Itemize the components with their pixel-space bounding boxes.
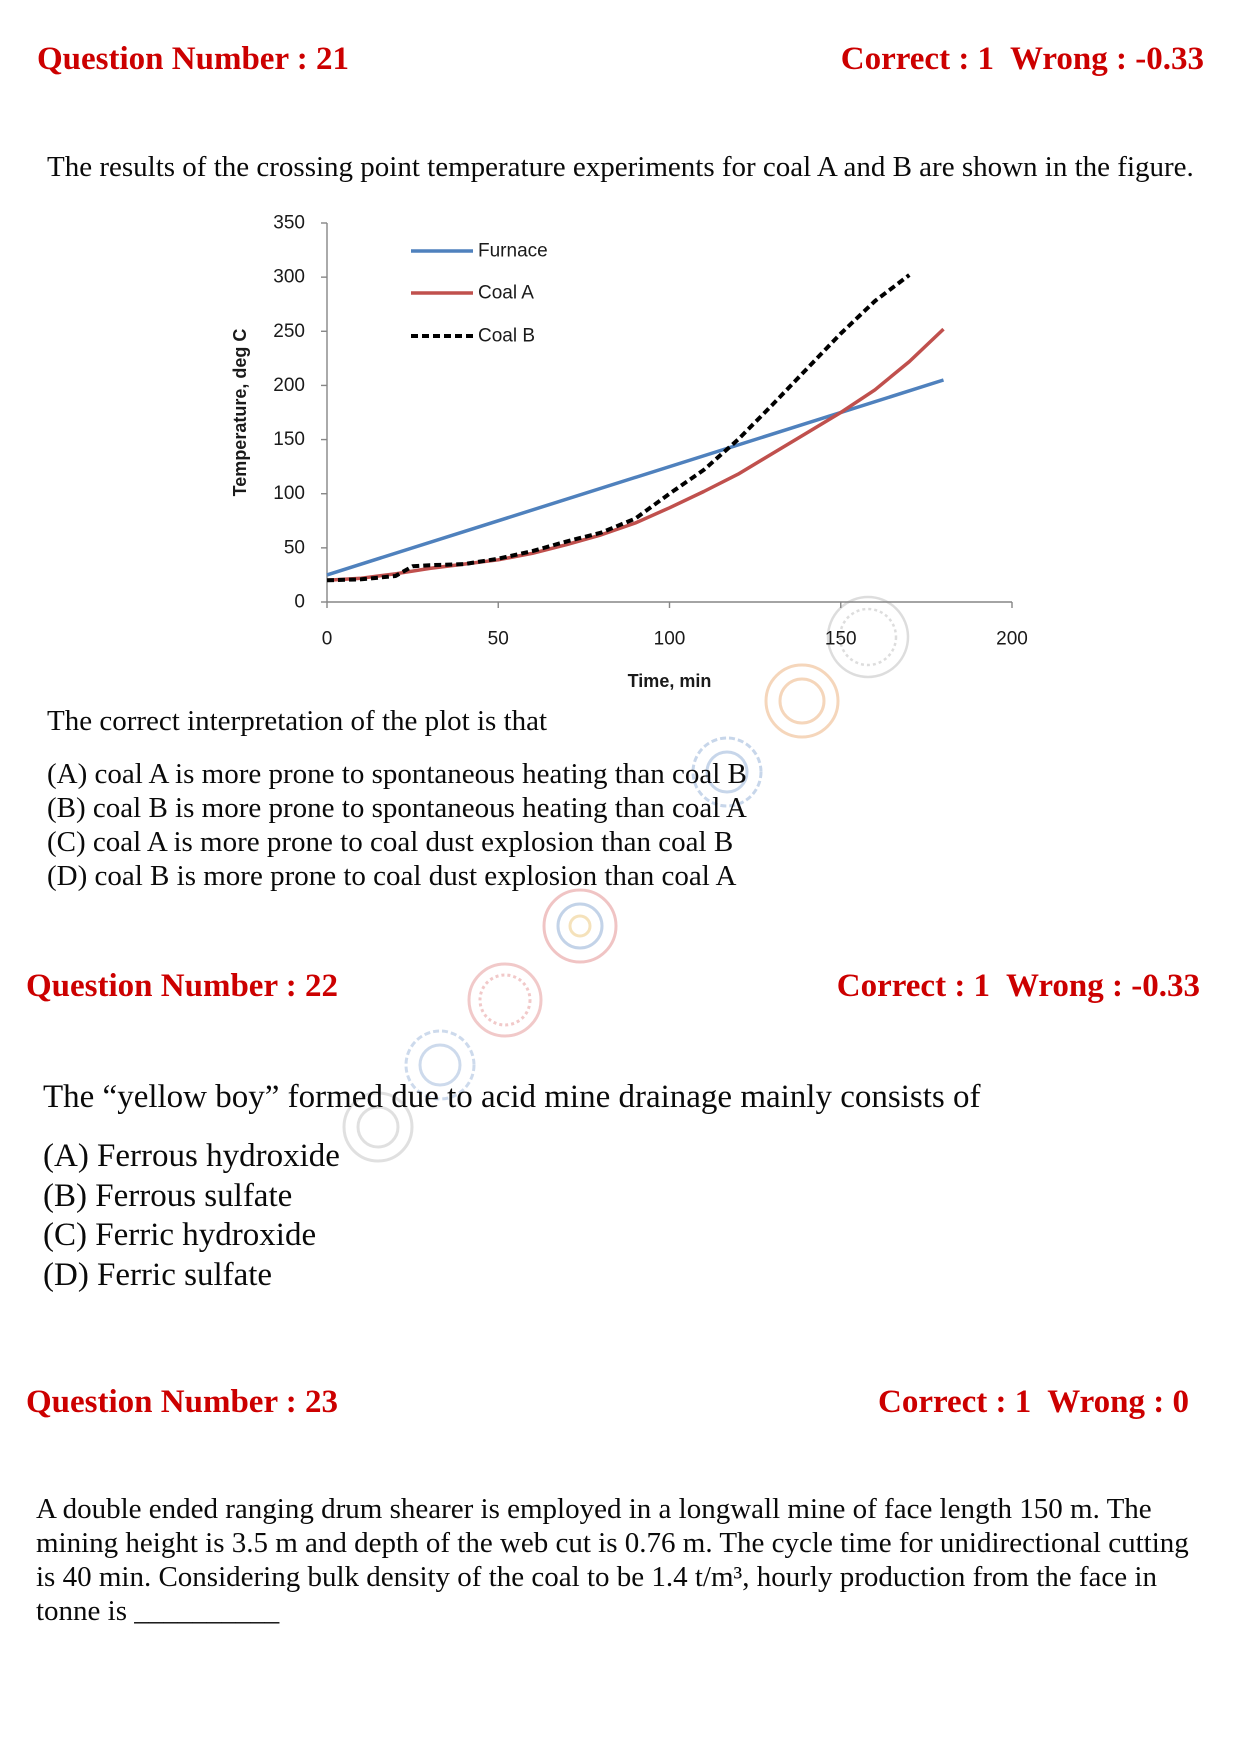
option-d[interactable]: (D) coal B is more prone to coal dust explosion than coal A bbox=[47, 860, 737, 892]
y-tick-label: 300 bbox=[273, 266, 305, 288]
question-stem-22: The “yellow boy” formed due to acid mine drainage mainly consists of bbox=[43, 1079, 981, 1115]
stem-line: mining height is 3.5 m and depth of the web cut is 0.76 m. The cycle time for unidirectional cutting bbox=[36, 1527, 1189, 1559]
question-prompt-21: The correct interpretation of the plot is that bbox=[47, 705, 548, 737]
y-tick-label: 100 bbox=[273, 483, 305, 505]
y-tick-label: 200 bbox=[273, 374, 305, 396]
series-line-coal-b bbox=[327, 275, 909, 580]
watermark-seal bbox=[544, 890, 616, 962]
marks-label-23: Correct : 1 Wrong : 0 bbox=[877, 1384, 1189, 1420]
y-tick-label: 0 bbox=[294, 591, 305, 613]
watermark-seal bbox=[469, 964, 541, 1036]
question-number-23: Question Number : 23 bbox=[26, 1384, 338, 1420]
option-d[interactable]: (D) Ferric sulfate bbox=[43, 1257, 273, 1294]
option-a[interactable]: (A) Ferrous hydroxide bbox=[43, 1138, 340, 1174]
option-c[interactable]: (C) coal A is more prone to coal dust explosion than coal B bbox=[47, 826, 734, 858]
question-stem-23 bbox=[36, 1492, 1189, 1628]
legend-label-coal-a: Coal A bbox=[478, 282, 534, 304]
y-tick-label: 250 bbox=[273, 320, 305, 342]
y-tick-label: 50 bbox=[283, 537, 305, 559]
options-list-22 bbox=[43, 1137, 340, 1296]
legend-label-furnace: Furnace bbox=[478, 240, 548, 262]
x-tick-label: 200 bbox=[996, 628, 1028, 650]
x-tick-label: 0 bbox=[321, 628, 333, 650]
option-a[interactable]: (A) coal A is more prone to spontaneous heating than coal B bbox=[47, 758, 747, 790]
y-tick-label: 350 bbox=[273, 212, 305, 234]
series-line-furnace bbox=[327, 380, 944, 575]
options-list-21 bbox=[47, 757, 747, 893]
question-number-22: Question Number : 22 bbox=[26, 968, 338, 1004]
option-b[interactable]: (B) coal B is more prone to spontaneous heating than coal A bbox=[47, 792, 747, 824]
series-line-coal-a bbox=[327, 329, 944, 580]
answer-blank-line[interactable]: tonne is __________ bbox=[36, 1595, 280, 1627]
option-c[interactable]: (C) Ferric hydroxide bbox=[43, 1217, 317, 1254]
question-stem-21: The results of the crossing point temperature experiments for coal A and B are shown in the figure. bbox=[47, 151, 1194, 183]
option-b[interactable]: (B) Ferrous sulfate bbox=[43, 1177, 293, 1214]
marks-label-22: Correct : 1 Wrong : -0.33 bbox=[836, 968, 1200, 1004]
marks-label-21: Correct : 1 Wrong : -0.33 bbox=[840, 41, 1204, 77]
x-tick-label: 50 bbox=[487, 628, 509, 650]
x-axis-label: Time, min bbox=[627, 671, 712, 691]
question-number-21: Question Number : 21 bbox=[37, 41, 349, 77]
x-tick-label: 150 bbox=[824, 628, 857, 650]
y-tick-label: 150 bbox=[273, 429, 305, 451]
crossing-point-temperature-chart bbox=[200, 200, 1060, 700]
stem-line: A double ended ranging drum shearer is employed in a longwall mine of face length 150 m. The bbox=[36, 1493, 1152, 1525]
y-axis-label: Temperature, deg C bbox=[230, 328, 250, 497]
x-tick-label: 100 bbox=[653, 628, 686, 650]
stem-line: is 40 min. Considering bulk density of the coal to be 1.4 t/m³, hourly production from the face in bbox=[36, 1561, 1157, 1593]
legend-label-coal-b: Coal B bbox=[478, 325, 536, 347]
